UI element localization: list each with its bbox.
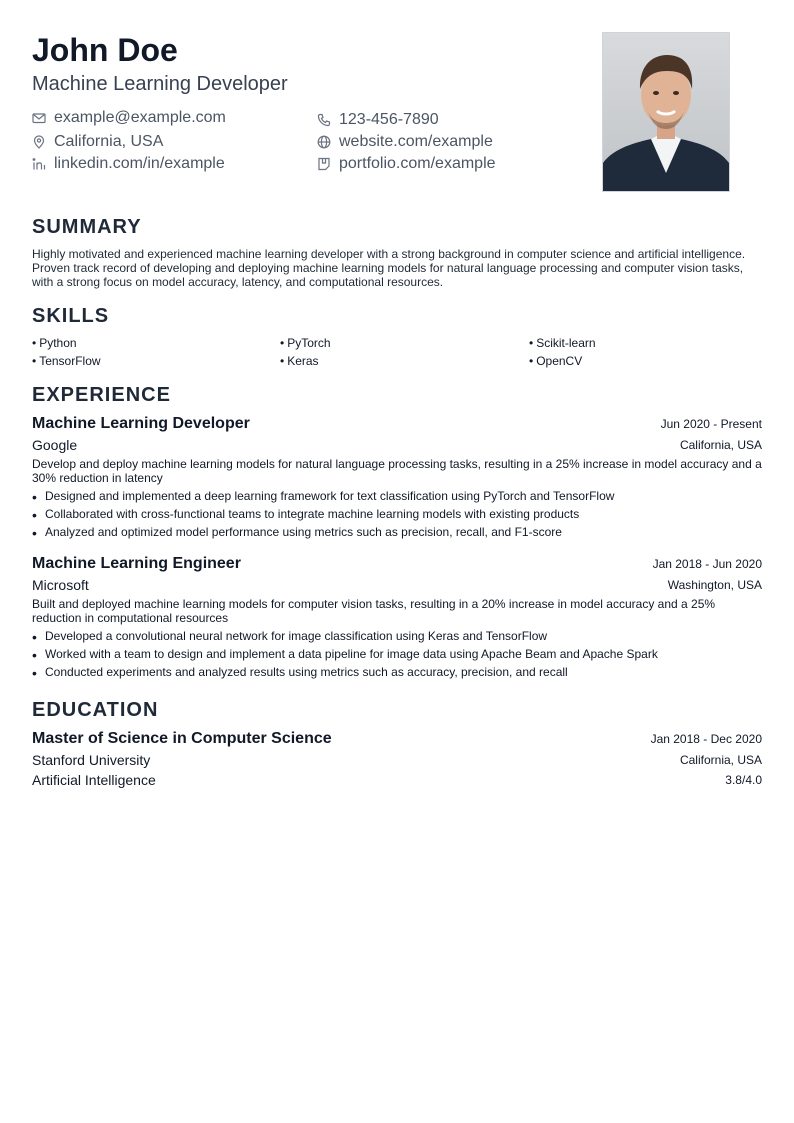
mail-icon <box>32 111 46 125</box>
portfolio-icon <box>317 157 331 171</box>
school-name: Stanford University <box>32 752 151 768</box>
contact-phone-text: 123-456-7890 <box>339 111 439 128</box>
job-description: Built and deployed machine learning models for computer vision tasks, resulting in a 20% increase in model accuracy and a 25% reduction in computational resources <box>32 597 716 625</box>
job-bullets <box>32 489 762 543</box>
field-of-study: Artificial Intelligence <box>32 772 156 788</box>
job-title: Machine Learning Engineer <box>32 555 241 572</box>
contact-email[interactable] <box>32 108 226 128</box>
job-title: Machine Learning Developer <box>32 415 250 432</box>
skill-item: • TensorFlow <box>32 354 101 368</box>
list-item: • Developed a convolutional neural network for image classification using Keras and TensorFlow <box>32 629 548 645</box>
globe-icon <box>317 135 331 149</box>
contact-portfolio-text: portfolio.com/example <box>339 155 496 172</box>
skill-item: • OpenCV <box>529 354 582 368</box>
summary-text: Highly motivated and experienced machine learning developer with a strong background in computer science and artificial intelligence. Proven track record of developing and deploying machine learning models for natural language processing and computer vision tasks, with a strong focus on model accuracy, latency, and computational resources. <box>32 247 746 289</box>
contact-website[interactable] <box>317 132 493 152</box>
contact-location <box>32 132 163 152</box>
list-item: • Worked with a team to design and implement a data pipeline for image data using Apache Beam and Apache Spark <box>32 647 658 663</box>
education-heading: EDUCATION <box>32 699 159 721</box>
contact-website-text: website.com/example <box>339 133 493 150</box>
candidate-name: John Doe <box>32 32 178 68</box>
profile-photo <box>602 32 730 192</box>
job-description: Develop and deploy machine learning models for natural language processing tasks, resulting in a 25% increase in model accuracy and a 30% reduction in latency <box>32 457 762 485</box>
school-location: California, USA <box>679 753 762 767</box>
linkedin-icon <box>32 157 46 171</box>
job-location: California, USA <box>679 438 762 452</box>
job-company: Google <box>32 437 78 453</box>
contact-linkedin[interactable] <box>32 154 225 174</box>
skill-item: • Scikit-learn <box>529 336 596 350</box>
contact-email-text: example@example.com <box>54 109 226 126</box>
list-item: • Designed and implemented a deep learning framework for text classification using PyTorch and TensorFlow <box>32 489 615 505</box>
contact-phone[interactable] <box>317 110 439 130</box>
skill-item: • PyTorch <box>280 336 331 350</box>
contact-linkedin-text: linkedin.com/in/example <box>54 155 225 172</box>
job-date: Jun 2020 - Present <box>660 417 762 431</box>
job-bullets <box>32 629 762 683</box>
experience-heading: EXPERIENCE <box>32 384 171 406</box>
map-pin-icon <box>32 135 46 149</box>
degree-title: Master of Science in Computer Science <box>32 730 332 747</box>
contact-portfolio[interactable] <box>317 154 496 174</box>
list-item: • Collaborated with cross-functional teams to integrate machine learning models with existing products <box>32 507 580 523</box>
gpa: 3.8/4.0 <box>725 773 762 787</box>
job-company: Microsoft <box>32 577 89 593</box>
job-date: Jan 2018 - Jun 2020 <box>652 557 762 571</box>
skills-heading: SKILLS <box>32 305 110 327</box>
contact-location-text: California, USA <box>54 133 164 150</box>
summary-heading: SUMMARY <box>32 216 142 238</box>
job-location: Washington, USA <box>667 578 762 592</box>
list-item: • Conducted experiments and analyzed results using metrics such as accuracy, precision, and recall <box>32 665 568 681</box>
education-date: Jan 2018 - Dec 2020 <box>650 732 762 746</box>
skill-item: • Python <box>32 336 77 350</box>
skill-item: • Keras <box>280 354 319 368</box>
candidate-title: Machine Learning Developer <box>32 73 288 95</box>
phone-icon <box>317 113 331 127</box>
list-item: • Analyzed and optimized model performance using metrics such as precision, recall, and F1-score <box>32 525 562 541</box>
